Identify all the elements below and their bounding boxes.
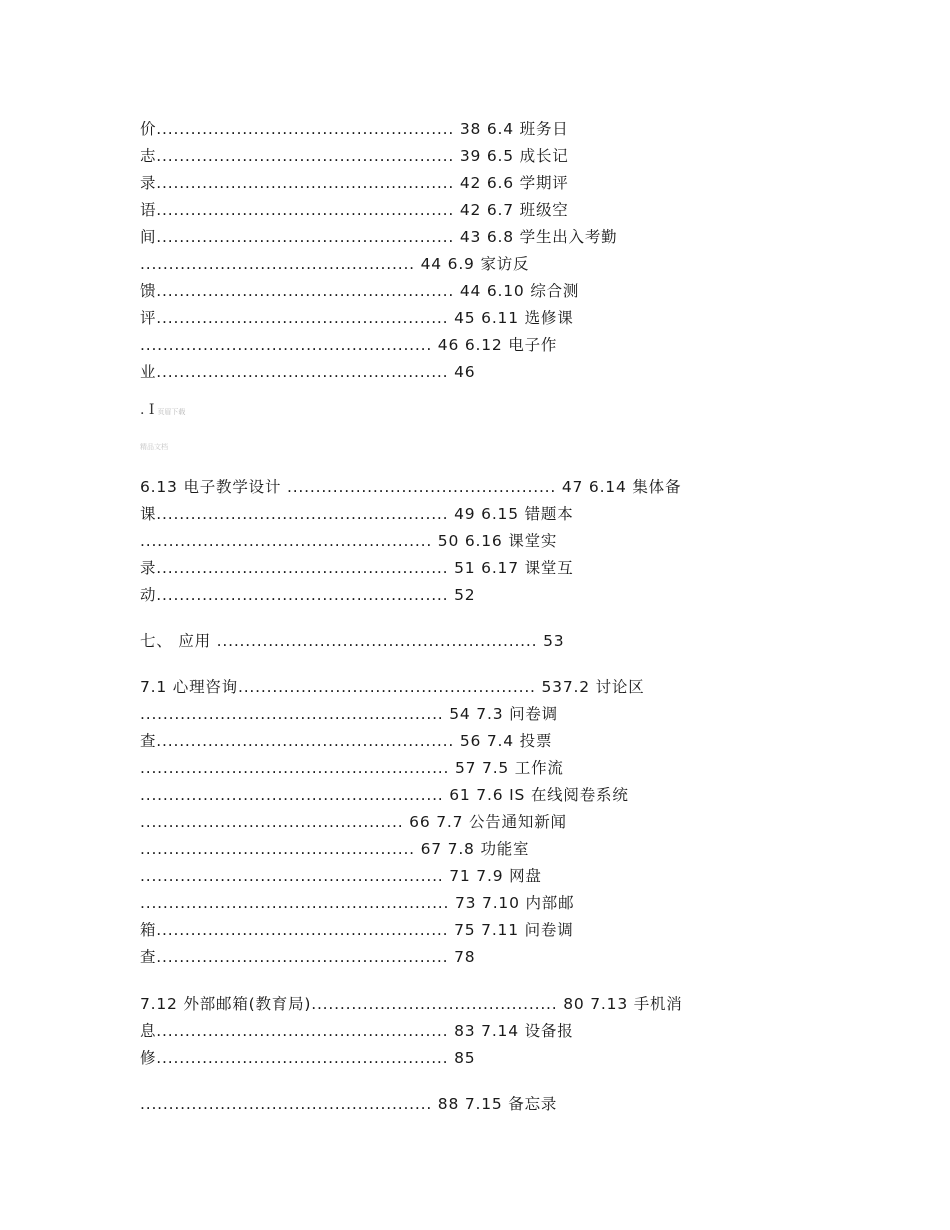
toc-line: 动................................................... 52 <box>140 586 476 604</box>
toc-line: 语.................................................... 42 6.7 班级空 <box>140 201 569 219</box>
toc-line: 志.................................................... 39 6.5 成长记 <box>140 147 569 165</box>
toc-line: .............................................. 66 7.7 公告通知新闻 <box>140 813 567 831</box>
toc-line: 箱................................................... 75 7.11 问卷调 <box>140 921 574 939</box>
toc-line: 馈.................................................... 44 6.10 综合测 <box>140 282 580 300</box>
page-number-marker <box>140 402 185 418</box>
toc-line: 间.................................................... 43 6.8 学生出入考勤 <box>140 228 618 246</box>
toc-line: ................................................ 67 7.8 功能室 <box>140 840 530 858</box>
toc-line: 录.................................................... 42 6.6 学期评 <box>140 174 569 192</box>
toc-line: ...................................................... 73 7.10 内部邮 <box>140 894 575 912</box>
toc-line: 修................................................... 85 <box>140 1049 476 1067</box>
marker-dot: . <box>140 402 145 418</box>
toc-line: 7.1 心理咨询.................................................... 537.2 讨论区 <box>140 678 645 696</box>
toc-line: ...................................................... 57 7.5 工作流 <box>140 759 564 777</box>
toc-line: 价.................................................... 38 6.4 班务日 <box>140 120 569 138</box>
toc-line: ..................................................... 61 7.6 IS 在线阅卷系统 <box>140 786 629 804</box>
toc-line: 7.12 外部邮箱(教育局)........................................... 80 7.13 手机消 <box>140 995 683 1013</box>
toc-line: ..................................................... 54 7.3 问卷调 <box>140 705 558 723</box>
toc-line: 课................................................... 49 6.15 错题本 <box>140 505 574 523</box>
toc-line: ................................................... 46 6.12 电子作 <box>140 336 558 354</box>
toc-line: 查................................................... 78 <box>140 948 476 966</box>
toc-line: ................................................... 88 7.15 备忘录 <box>140 1095 558 1113</box>
marker-caption: 页眉下载 <box>157 408 186 416</box>
toc-line: 业................................................... 46 <box>140 363 476 381</box>
toc-section-heading: 七、 应用 ........................................................ 53 <box>140 632 565 650</box>
toc-line: ................................................... 50 6.16 课堂实 <box>140 532 558 550</box>
toc-line: 录................................................... 51 6.17 课堂互 <box>140 559 574 577</box>
toc-line: ................................................ 44 6.9 家访反 <box>140 255 530 273</box>
toc-line: 6.13 电子教学设计 ............................................... 47 6.14 集体备 <box>140 478 682 496</box>
toc-line: 评................................................... 45 6.11 选修课 <box>140 309 574 327</box>
toc-line: 查.................................................... 56 7.4 投票 <box>140 732 553 750</box>
toc-line: ..................................................... 71 7.9 网盘 <box>140 867 542 885</box>
watermark-text: 精品文档 <box>140 443 168 451</box>
page-numeral: I <box>148 402 155 418</box>
toc-line: 息................................................... 83 7.14 设备报 <box>140 1022 574 1040</box>
